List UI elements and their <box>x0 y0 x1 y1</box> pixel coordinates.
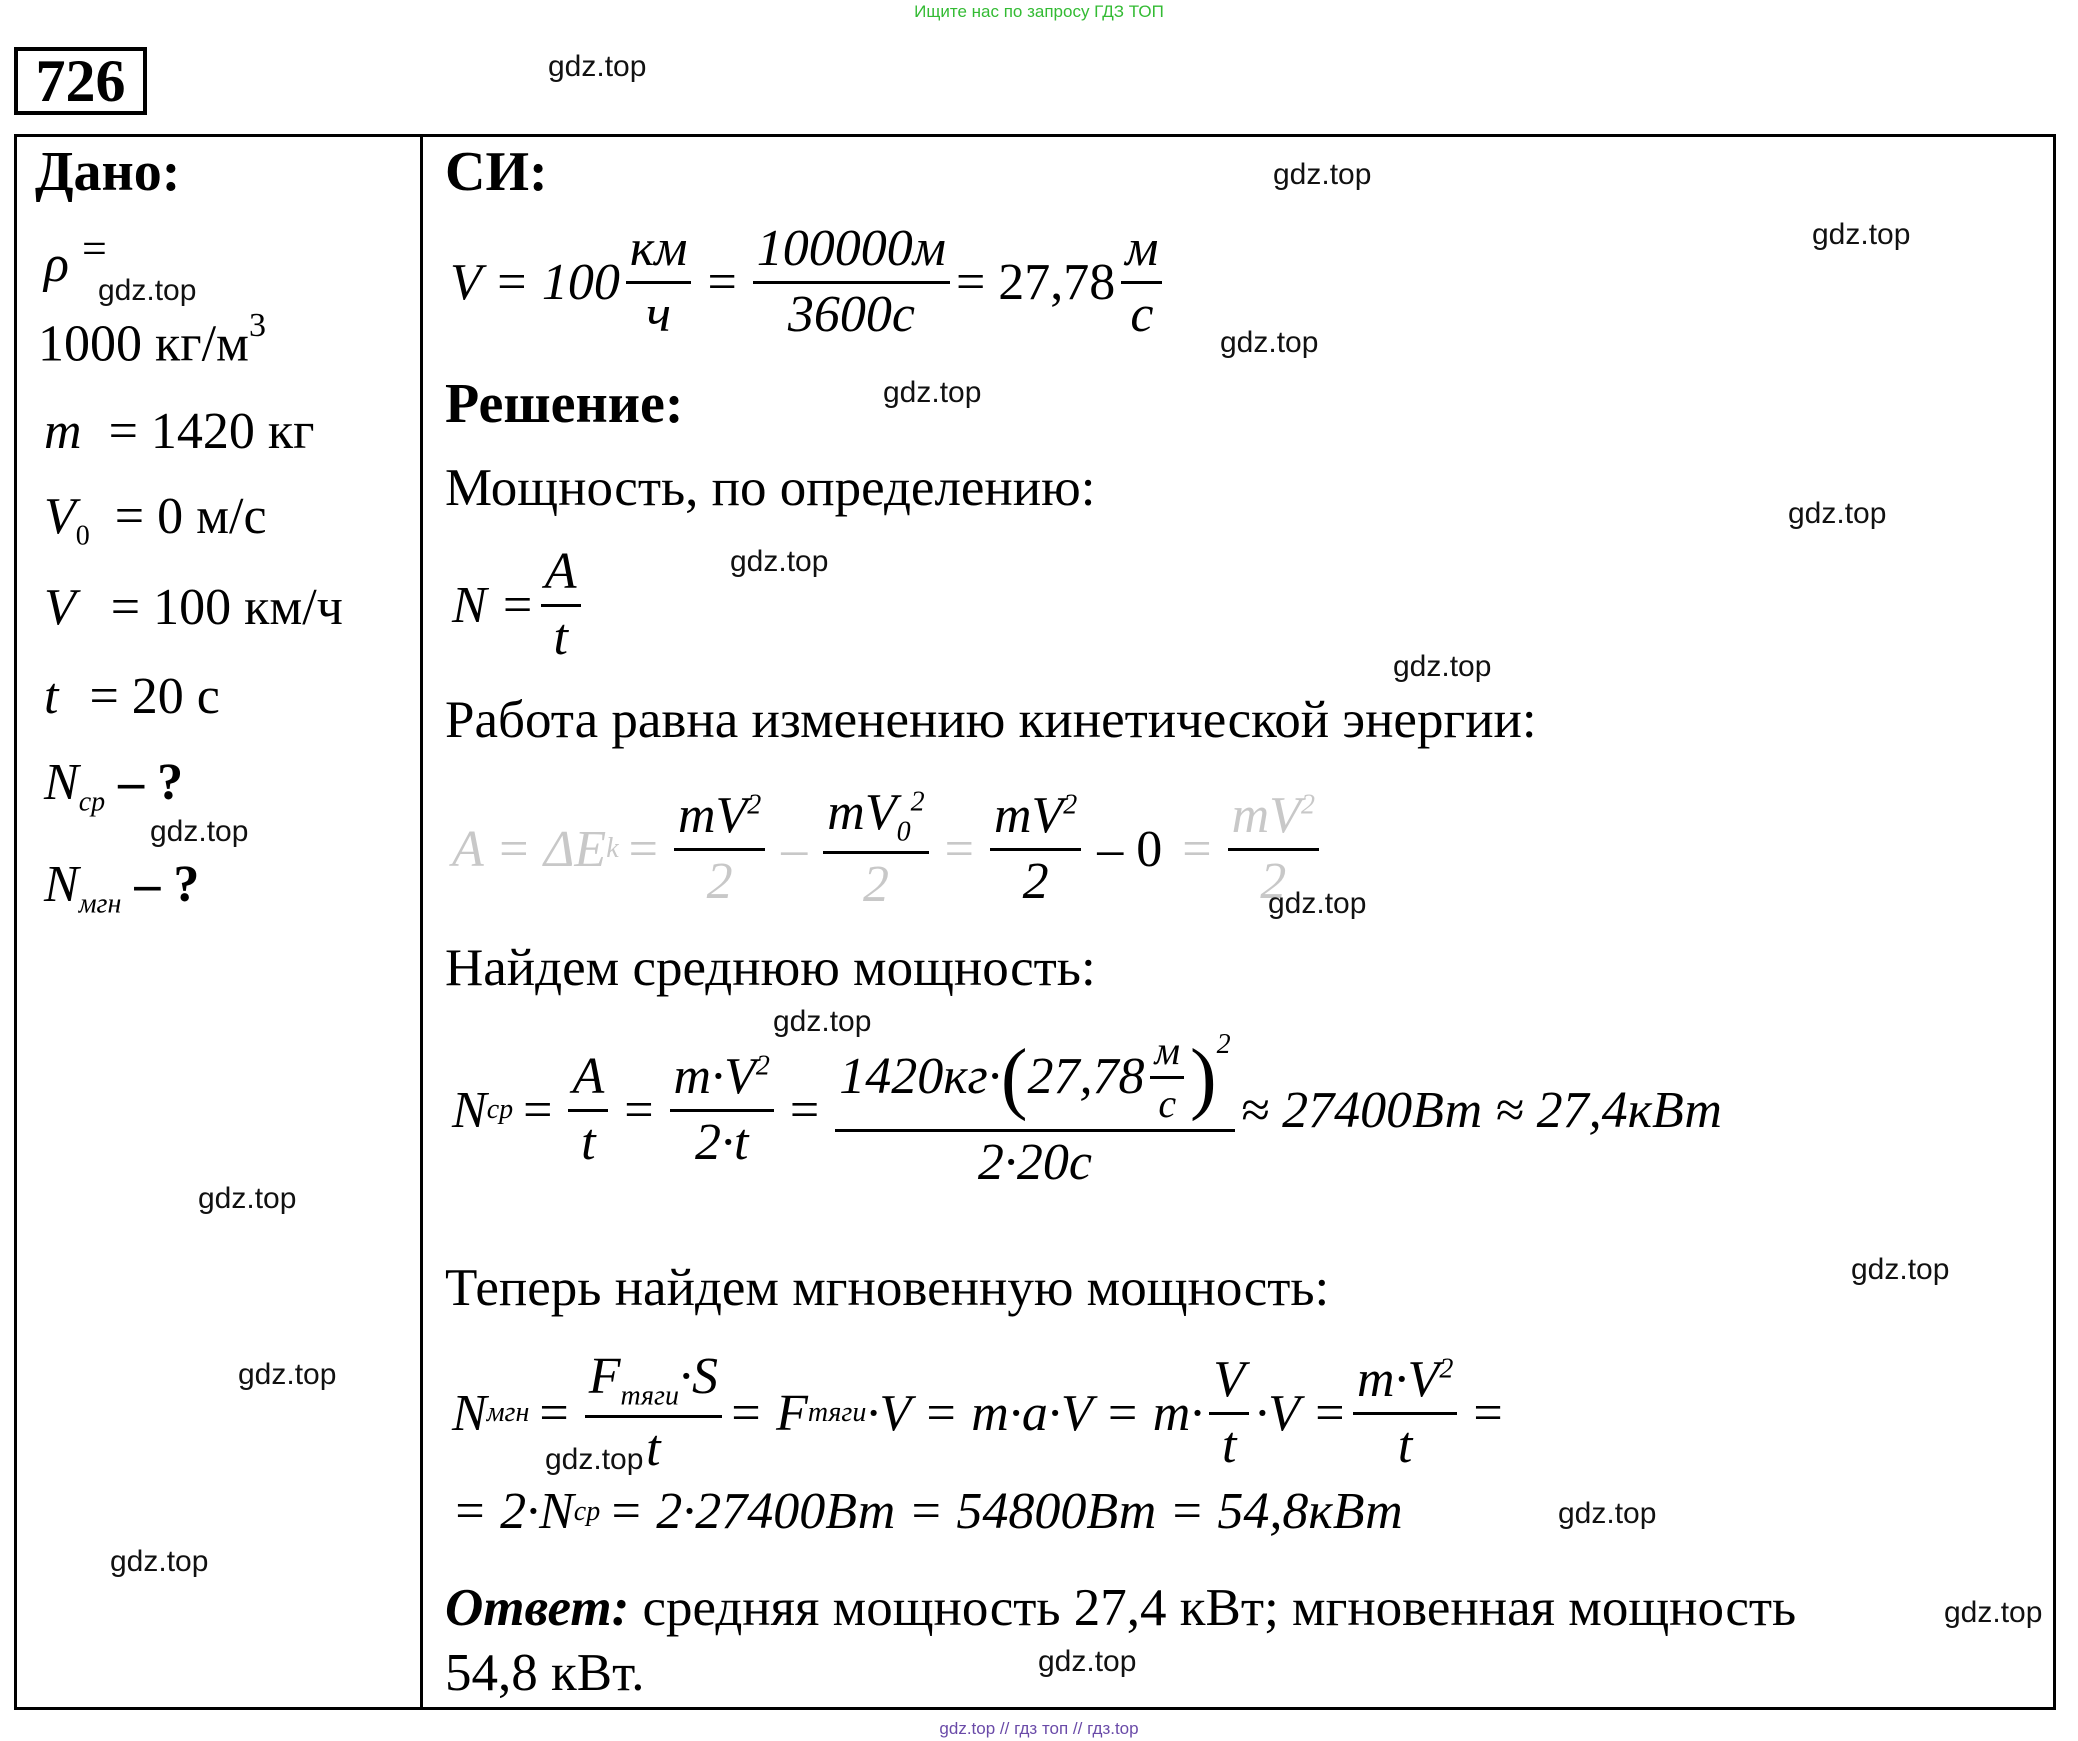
watermark: gdz.top <box>730 545 829 578</box>
given-t: t = 20 с <box>44 668 220 725</box>
si-velocity-conversion: V = 100 $\frac{км}{ч}$ = $\frac{100000м}{3600с}$ = 27,78 $\frac{м}{с}$ <box>450 222 1168 342</box>
given-v0: $V_0 = 0$ м/с <box>44 488 267 552</box>
formula-instant-power-result: = 2·N ср = 2·27400Вт = 54800Вт = 54,8кВт <box>452 1483 1403 1540</box>
top-banner: Ищите нас по запросу ГДЗ ТОП <box>914 2 1164 21</box>
solution-text-work: Работа равна изменению кинетической энергии: <box>445 691 1537 749</box>
watermark: gdz.top <box>1812 218 1911 251</box>
watermark: gdz.top <box>110 1545 209 1578</box>
problem-number: 726 <box>14 47 147 115</box>
given-ncp-unknown: $N_{ср}$ – ? <box>44 754 184 818</box>
solution-text-inst-power: Теперь найдем мгновенную мощность: <box>445 1259 1330 1317</box>
watermark: gdz.top <box>1038 1645 1137 1678</box>
given-mass: m = 1420 кг <box>44 403 315 460</box>
formula-instant-power: N мгн = $\frac{F_{тяги}\cdot S}{t}$ = F тяги ·V = m·a·V = m· $\frac{V}{t}$ ·V = $\frac{m\cdot V^2}{t}$ = <box>452 1348 1503 1477</box>
watermark: gdz.top <box>1220 326 1319 359</box>
answer: Ответ: средняя мощность 27,4 кВт; мгновенная мощность <box>445 1579 1797 1637</box>
solution-text-avg-power: Найдем среднюю мощность: <box>445 939 1096 997</box>
watermark: gdz.top <box>1944 1596 2043 1629</box>
given-header: Дано: <box>35 141 181 203</box>
si-header: СИ: <box>445 141 548 203</box>
watermark: gdz.top <box>238 1358 337 1391</box>
column-divider <box>420 134 423 1710</box>
bottom-banner: gdz.top // гдз топ // гдз.top <box>939 1719 1139 1738</box>
given-rho: ρ = <box>44 224 107 293</box>
watermark: gdz.top <box>150 815 249 848</box>
solution-header: Решение: <box>445 373 684 435</box>
watermark: gdz.top <box>1558 1497 1657 1530</box>
formula-work-kinetic: A = ΔE k = $\frac{mV^2}{2}$ – $\frac{mV_0^2}{2}$ = $\frac{mV^2}{2}$ – 0 = $\frac{mV^2}{2}$ <box>452 786 1325 912</box>
formula-power-definition: N = $\frac{A}{t}$ <box>452 545 587 665</box>
watermark: gdz.top <box>1788 497 1887 530</box>
given-v: V = 100 км/ч <box>44 579 343 636</box>
watermark: gdz.top <box>883 376 982 409</box>
watermark: gdz.top <box>773 1005 872 1038</box>
watermark: gdz.top <box>1851 1253 1950 1286</box>
watermark: gdz.top <box>1393 650 1492 683</box>
watermark: gdz.top <box>545 1443 644 1476</box>
watermark: gdz.top <box>1268 887 1367 920</box>
watermark: gdz.top <box>198 1182 297 1215</box>
given-rho-value: 1000 $кг/м^3$ <box>38 307 266 373</box>
watermark: gdz.top <box>548 50 647 83</box>
formula-average-power: N ср = $\frac{A}{t}$ = $\frac{m\cdot V^2}{2\cdot t}$ = 1420кг· ( 27,78 $\frac{м}{с}$ ) $^2$ 2·20с ≈ 27400Вт ≈ 27,4кВт <box>452 1028 1722 1191</box>
watermark: gdz.top <box>98 274 197 307</box>
answer-continued: 54,8 кВт. <box>445 1644 645 1702</box>
solution-text-power-def: Мощность, по определению: <box>445 459 1096 517</box>
given-nmgn-unknown: $N_{мгн}$ – ? <box>44 856 200 920</box>
watermark: gdz.top <box>1273 158 1372 191</box>
